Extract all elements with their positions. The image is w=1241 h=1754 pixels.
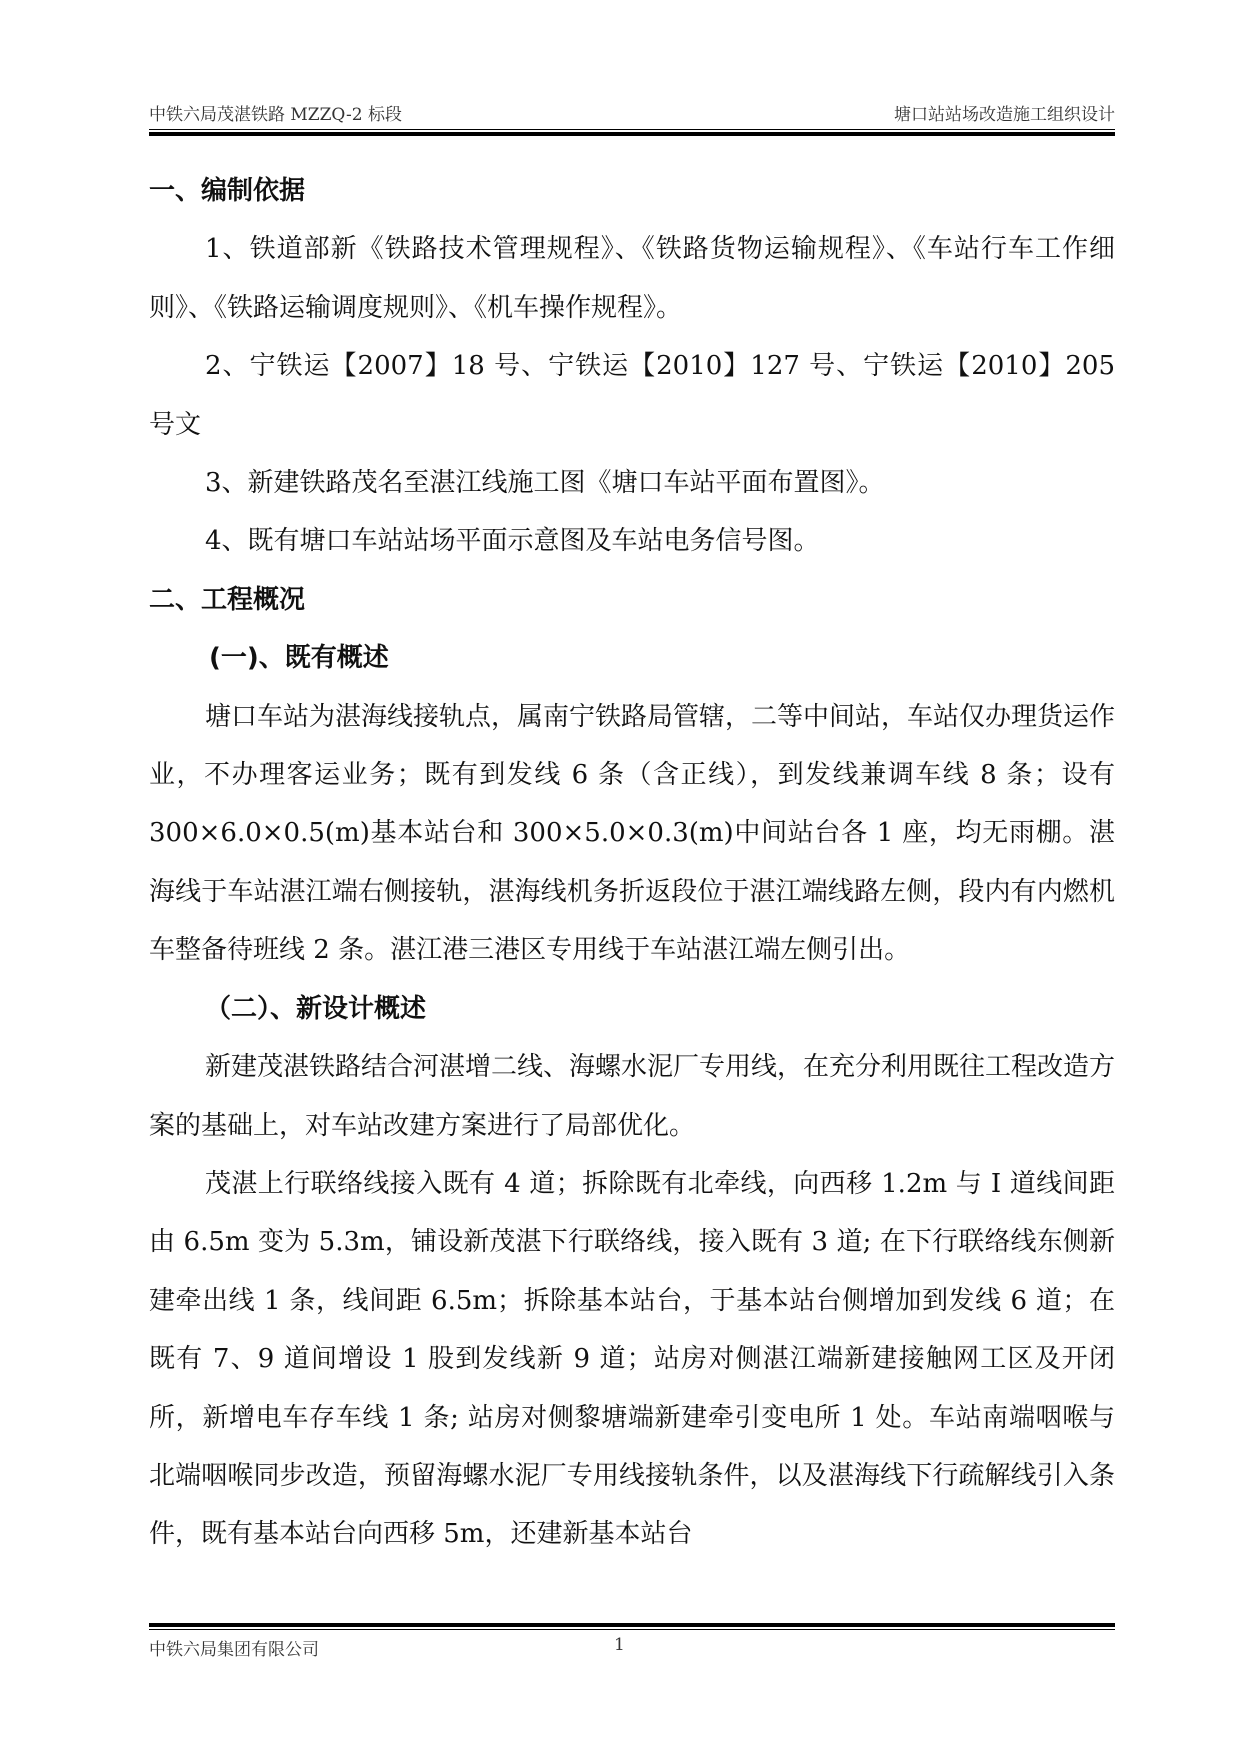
paragraph: 塘口车站为湛海线接轨点，属南宁铁路局管辖，二等中间站，车站仅办理货运作业，不办理客运业务；既有到发线 6 条（含正线），到发线兼调车线 8 条；设有 300×6.0×0.5(m)基本站台和 300×5.0×0.3(m)中间站台各 1 座，均无雨棚。湛海线于车站湛江端右侧接轨，湛海线机务折返段位于湛江端线路左侧，段内有内燃机车整备待班线 2 条。湛江港三港区专用线于车站湛江端左侧引出。 <box>149 701 1116 966</box>
page-number: 1 <box>614 1635 625 1655</box>
paragraph: 茂湛上行联络线接入既有 4 道；拆除既有北牵线，向西移 1.2m 与 I 道线间距由 6.5m 变为 5.3m，铺设新茂湛下行联络线，接入既有 3 道; 在下行联络线东侧新建牵出线 1 条，线间距 6.5m；拆除基本站台，于基本站台侧增加到发线 6 道；在既有 7、9 道间增设 1 股到发线新 9 道；站房对侧湛江端新建接触网工区及开闭所，新增电车存车线 1 条; 站房对侧黎塘端新建牵引变电所 1 处。车站南端咽喉与北端咽喉同步改造，预留海螺水泥厂专用线接轨条件，以及湛海线下行疏解线引入条件，既有基本站台向西移 5m，还建新基本站台 <box>149 1168 1115 1550</box>
section-heading-overview: 二、工程概况 <box>149 584 306 615</box>
header-rule-thick <box>149 132 1115 136</box>
footer-rule-thin <box>149 1629 1115 1630</box>
footer-rule-thick <box>149 1623 1115 1627</box>
page-footer <box>149 1635 1115 1659</box>
paragraph: 3、新建铁路茂名至湛江线施工图《塘口车站平面布置图》。 <box>205 468 885 499</box>
document-body <box>149 162 1115 1564</box>
paragraph: 1、铁道部新《铁路技术管理规程》、《铁路货物运输规程》、《车站行车工作细则》、《铁路运输调度规则》、《机车操作规程》。 <box>149 234 1115 323</box>
subsection-heading-new-design: （二）、新设计概述 <box>205 993 427 1024</box>
header-project-name: 中铁六局茂湛铁路 MZZQ-2 标段 <box>149 105 402 125</box>
paragraph: 4、既有塘口车站站场平面示意图及车站电务信号图。 <box>205 526 820 557</box>
page-header <box>149 100 1115 126</box>
footer-company-name: 中铁六局集团有限公司 <box>149 1640 319 1660</box>
paragraph: 新建茂湛铁路结合河湛增二线、海螺水泥厂专用线，在充分利用既往工程改造方案的基础上，对车站改建方案进行了局部优化。 <box>149 1052 1116 1141</box>
subsection-heading-existing: (一)、既有概述 <box>209 643 389 674</box>
paragraph: 2、宁铁运【2007】18 号、宁铁运【2010】127 号、宁铁运【2010】205 号文 <box>149 351 1115 440</box>
header-rule-thin <box>149 129 1115 130</box>
header-document-title: 塘口站站场改造施工组织设计 <box>894 105 1115 125</box>
section-heading-basis: 一、编制依据 <box>149 176 306 206</box>
